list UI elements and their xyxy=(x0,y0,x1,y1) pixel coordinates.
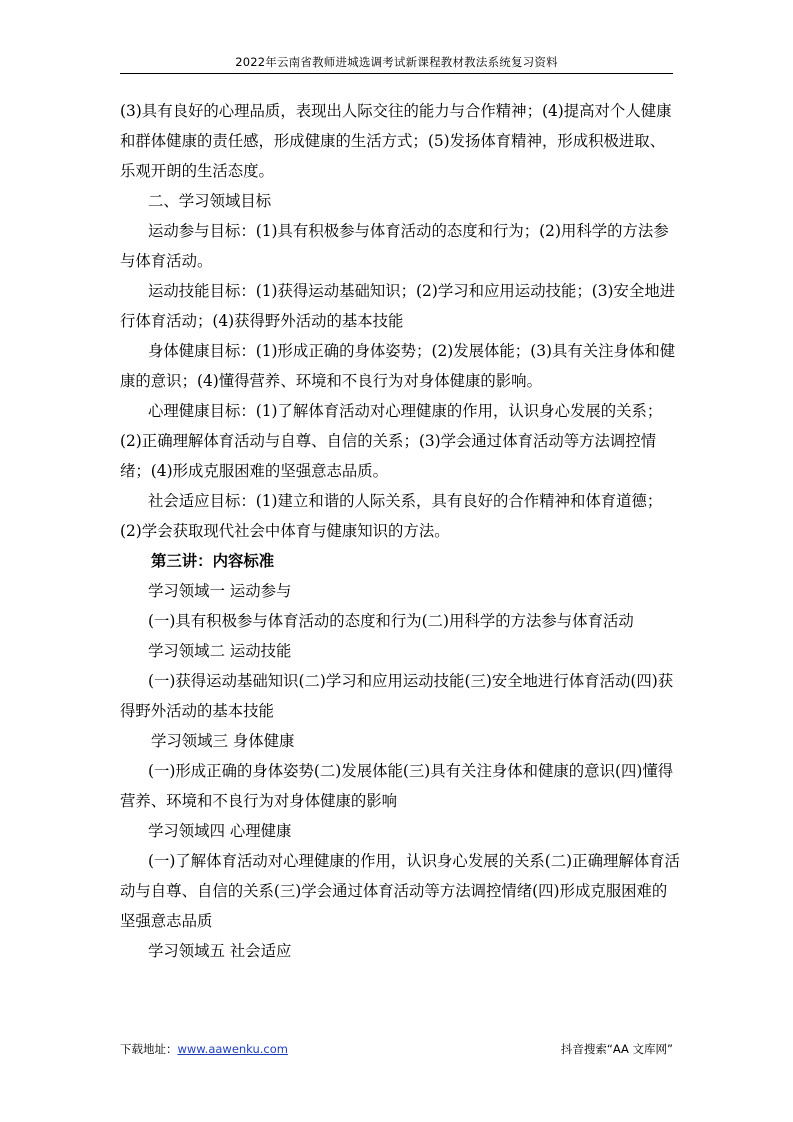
domain-three-heading: 学习领域三 身体健康 xyxy=(151,732,295,750)
footer-search-hint: 抖音搜索“AA 文库网” xyxy=(560,1042,673,1056)
footer-download xyxy=(120,1041,288,1057)
domain-two-content: (一)获得运动基础知识(二)学习和应用运动技能(三)安全地进行体育活动(四)获得野外活动的基本技能 xyxy=(120,672,674,720)
header-divider xyxy=(120,73,673,74)
domain-three-content: (一)形成正确的身体姿势(二)发展体能(三)具有关注身体和健康的意识(四)懂得营养、环境和不良行为对身体健康的影响 xyxy=(120,762,674,810)
lecture-heading-content-standards: 第三讲：内容标准 xyxy=(151,552,275,570)
page-header-title: 2022年云南省教师进城选调考试新课程教材教法系统复习资料 xyxy=(235,55,558,69)
domain-four-content: (一)了解体育活动对心理健康的作用，认识身心发展的关系(二)正确理解体育活动与自尊、自信的关系(三)学会通过体育活动等方法调控情绪(四)形成克服困难的坚强意志品质 xyxy=(120,852,680,930)
paragraph-sport-participation-goal: 运动参与目标：(1)具有积极参与体育活动的态度和行为；(2)用科学的方法参与体育活动。 xyxy=(120,222,669,270)
footer-download-label: 下载地址： xyxy=(120,1042,178,1056)
domain-one-content: (一)具有积极参与体育活动的态度和行为(二)用科学的方法参与体育活动 xyxy=(148,612,634,630)
domain-two-heading: 学习领域二 运动技能 xyxy=(148,642,292,660)
domain-five-heading: 学习领域五 社会适应 xyxy=(148,942,292,960)
domain-four-heading: 学习领域四 心理健康 xyxy=(148,822,292,840)
paragraph-sport-skill-goal: 运动技能目标：(1)获得运动基础知识；(2)学习和应用运动技能；(3)安全地进行体育活动；(4)获得野外活动的基本技能 xyxy=(120,282,676,330)
paragraph-mental-health-goal: 心理健康目标：(1)了解体育活动对心理健康的作用，认识身心发展的关系；(2)正确理解体育活动与自尊、自信的关系；(3)学会通过体育活动等方法调控情绪；(4)形成克服困难的坚强意志品质。 xyxy=(120,402,663,480)
document-body xyxy=(120,96,680,966)
domain-one-heading: 学习领域一 运动参与 xyxy=(148,582,292,600)
section-heading-learning-goals: 二、学习领域目标 xyxy=(148,192,272,210)
paragraph-psych-quality: (3)具有良好的心理品质，表现出人际交往的能力与合作精神；(4)提高对个人健康和群体健康的责任感，形成健康的生活方式；(5)发扬体育精神，形成积极进取、乐观开朗的生活态度。 xyxy=(120,102,672,180)
paragraph-social-adaptation-goal: 社会适应目标：(1)建立和谐的人际关系，具有良好的合作精神和体育道德；(2)学会获取现代社会中体育与健康知识的方法。 xyxy=(120,492,663,540)
paragraph-physical-health-goal: 身体健康目标：(1)形成正确的身体姿势；(2)发展体能；(3)具有关注身体和健康的意识；(4)懂得营养、环境和不良行为对身体健康的影响。 xyxy=(120,342,676,390)
footer-download-link[interactable]: www.aawenku.com xyxy=(177,1042,288,1056)
